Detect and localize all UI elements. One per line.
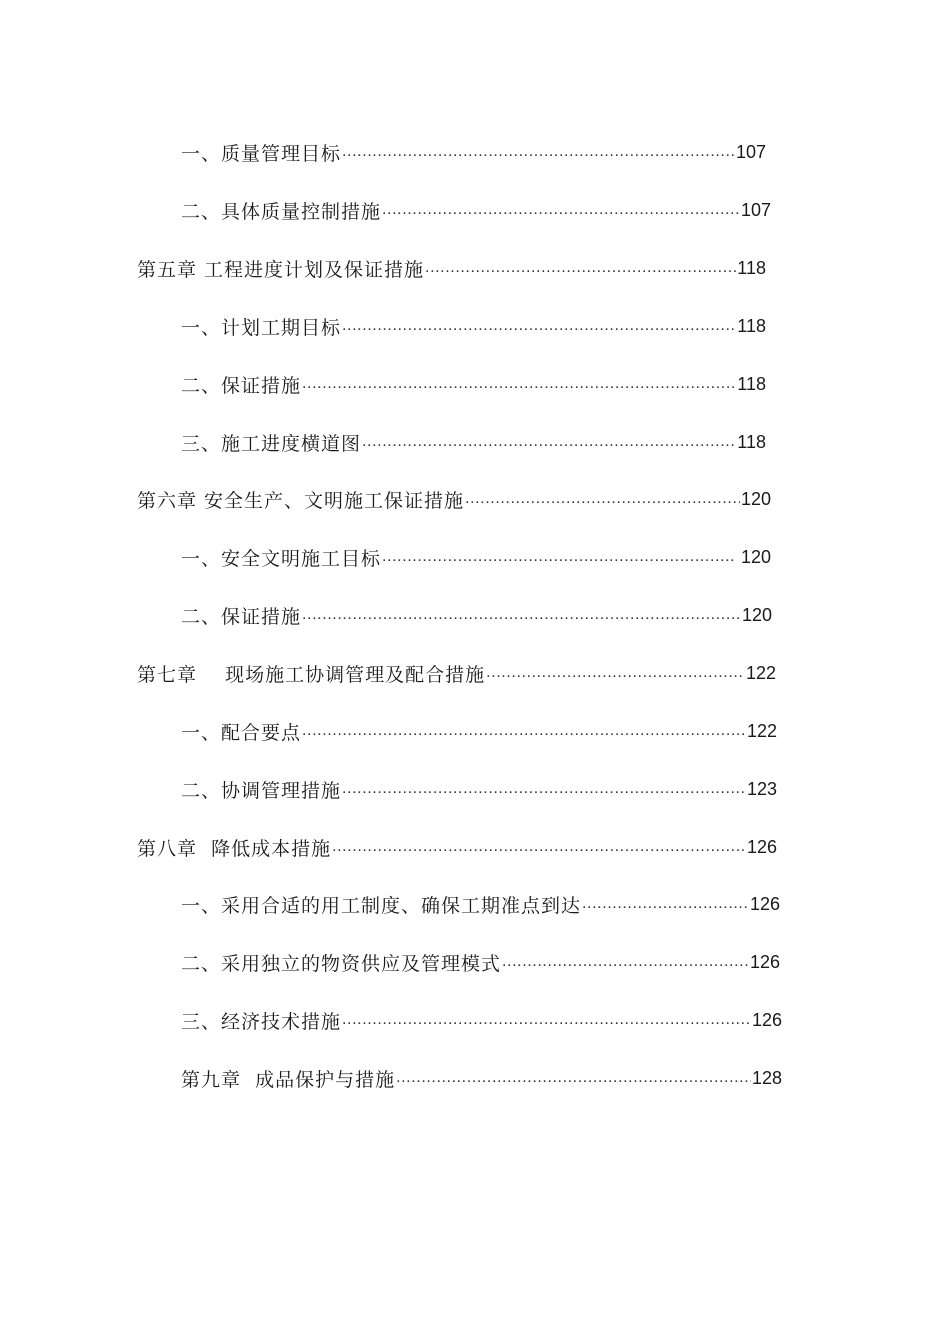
toc-page-number: 118 [737,431,766,452]
toc-entry-title: 二、采用独立的物资供应及管理模式 [181,952,502,975]
toc-dot-leader [302,607,741,631]
toc-page-number: 122 [746,720,777,741]
toc-page-number: 126 [751,1009,782,1030]
toc-entry-title: 二、保证措施 [181,374,302,397]
toc-entry [181,946,780,978]
toc-entry-title: 第六章 安全生产、文明施工保证措施 [137,489,465,512]
toc-entry-title: 第七章 现场施工协调管理及配合措施 [137,663,486,686]
toc-entry [181,368,766,400]
toc-entry-title: 二、协调管理措施 [181,779,342,802]
toc-entry-title: 一、计划工期目标 [181,316,342,339]
toc-chapter-entry [181,1062,782,1094]
toc-chapter-entry [137,483,771,515]
toc-entry-title: 二、具体质量控制措施 [181,200,382,223]
toc-page-number: 123 [746,778,777,799]
toc-dot-leader [342,318,736,342]
toc-entry-title: 第五章 工程进度计划及保证措施 [137,258,425,281]
toc-entry [181,599,772,631]
toc-entry-title: 第八章 降低成本措施 [137,837,332,860]
toc-dot-leader [396,1070,751,1094]
toc-entry [181,136,766,168]
toc-entry [181,426,766,458]
toc-entry-title: 一、配合要点 [181,721,302,744]
toc-dot-leader [342,781,746,805]
toc-dot-leader [302,376,736,400]
toc-dot-leader [342,144,735,168]
toc-page-number: 120 [735,546,771,567]
toc-entry-title: 第九章 成品保护与措施 [181,1068,396,1091]
toc-page-number: 126 [749,951,780,972]
toc-chapter-entry [137,657,776,689]
toc-entry-title: 一、安全文明施工目标 [181,547,382,570]
toc-chapter-entry [137,252,766,284]
toc-dot-leader [302,723,746,747]
toc-entry-title: 一、质量管理目标 [181,142,342,165]
toc-entry-title: 三、施工进度横道图 [181,432,362,455]
toc-page-number: 120 [740,488,771,509]
toc-entry-title: 一、采用合适的用工制度、确保工期准点到达 [181,894,582,917]
toc-dot-leader [342,1012,751,1036]
toc-page-number: 128 [751,1067,782,1088]
toc-dot-leader [425,260,736,284]
toc-entry [181,541,771,573]
toc-dot-leader [382,549,735,573]
toc-dot-leader [332,839,746,863]
toc-page-number: 126 [749,893,780,914]
toc-dot-leader [362,434,736,458]
toc-dot-leader [382,202,740,226]
toc-entry [181,888,780,920]
toc-dot-leader [465,491,740,515]
toc-dot-leader [486,665,745,689]
toc-entry [181,194,771,226]
toc-page-number: 107 [735,141,766,162]
toc-entry-title: 二、保证措施 [181,605,302,628]
toc-entry [181,773,777,805]
toc-entry [181,310,766,342]
toc-chapter-entry [137,831,777,863]
toc-page-number: 107 [740,199,771,220]
toc-page-number: 126 [746,836,777,857]
toc-page-number: 118 [737,373,766,394]
toc-page-number: 120 [741,604,772,625]
toc-page-number: 118 [737,315,766,336]
toc-page-number: 122 [745,662,776,683]
toc-page-number: 118 [737,257,766,278]
toc-entry [181,715,777,747]
toc-dot-leader [582,896,749,920]
toc-dot-leader [502,954,749,978]
toc-entry-title: 三、经济技术措施 [181,1010,342,1033]
toc-entry [181,1004,782,1036]
